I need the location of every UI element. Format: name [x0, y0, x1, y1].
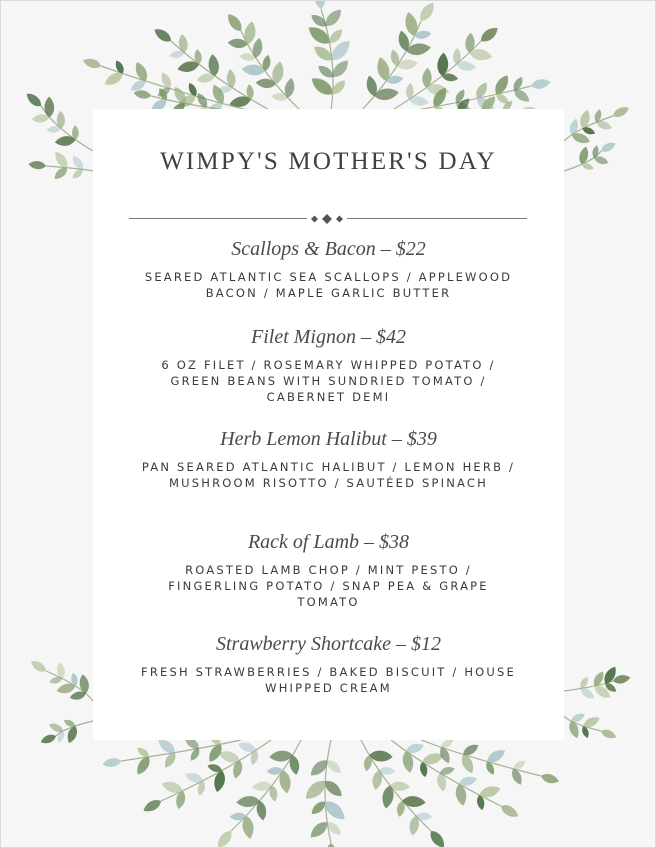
leaf-shape	[540, 772, 560, 786]
leaf-shape	[56, 730, 66, 744]
leaf-shape	[305, 23, 333, 48]
leaf-shape	[567, 720, 581, 740]
leaf-shape	[39, 732, 57, 745]
leaf-shape	[402, 795, 426, 808]
menu-item-name: Herb Lemon Halibut – $39	[220, 428, 437, 450]
leaf-shape	[478, 24, 501, 45]
leaf-shape	[578, 146, 590, 166]
leaf-shape	[436, 772, 448, 792]
leaf-shape	[207, 53, 220, 76]
item-name-text: Scallops & Bacon	[231, 238, 376, 260]
leaf-shape	[405, 42, 431, 57]
leaf-shape	[54, 135, 76, 147]
leaf-shape	[78, 674, 90, 695]
leaf-shape	[44, 96, 54, 117]
leaf-shape	[152, 26, 174, 45]
menu-item	[93, 325, 564, 405]
leaf-shape	[236, 795, 260, 808]
leaf-shape	[212, 769, 227, 793]
leaf-shape	[437, 52, 449, 76]
menu-item-name: Strawberry Shortcake – $12	[216, 633, 441, 655]
item-name-text: Herb Lemon Halibut	[220, 428, 387, 450]
leaf-shape	[417, 1, 438, 24]
leaf-shape	[530, 77, 551, 90]
menu-item-description: FRESH STRAWBERRIES / BAKED BISCUIT / HOUSE WHIPPED CREAM	[141, 665, 516, 695]
menu-item	[93, 632, 564, 696]
leaf-shape	[224, 11, 244, 34]
leaf-shape	[568, 118, 580, 136]
item-name-text: Rack of Lamb	[247, 531, 360, 553]
leaf-shape	[102, 757, 122, 769]
leaf-shape	[600, 727, 618, 740]
leaf-shape	[611, 104, 630, 119]
leaf-shape	[252, 781, 273, 792]
item-price: $22	[395, 238, 426, 260]
leaf-shape	[454, 783, 468, 807]
leaf-shape	[599, 140, 617, 154]
leaf-shape	[28, 160, 46, 170]
item-name-text: Strawberry Shortcake	[216, 633, 391, 655]
leaf-shape	[465, 32, 476, 53]
menu-item-description: SEARED ATLANTIC SEA SCALLOPS / APPLEWOOD BACON / MAPLE GARLIC BUTTER	[144, 270, 513, 300]
leaf-shape	[309, 12, 329, 30]
item-price: $12	[410, 633, 441, 655]
foliage-stem	[46, 166, 93, 171]
leaf-shape	[313, 1, 326, 10]
menu-item	[93, 530, 564, 610]
menu-item-name: Filet Mignon – $42	[251, 326, 406, 348]
item-name-text: Filet Mignon	[251, 326, 356, 348]
divider-diamonds-ornament	[307, 214, 347, 224]
item-price: $38	[379, 531, 410, 553]
left-foliage-cluster	[24, 90, 93, 181]
leaf-shape	[373, 87, 399, 102]
leaf-shape	[578, 108, 592, 129]
menu-item	[93, 427, 564, 491]
right-foliage-cluster	[564, 104, 631, 171]
menu-item-name: Scallops & Bacon – $22	[231, 238, 426, 260]
menu-card	[93, 109, 564, 740]
menu-item	[93, 237, 564, 301]
leaf-shape	[241, 64, 265, 77]
leaf-shape	[226, 69, 237, 89]
menu-title: WIMPY'S MOTHER'S DAY	[160, 148, 497, 175]
menu-item-description: 6 OZ FILET / ROSEMARY WHIPPED POTATO / GREEN BEANS WITH SUNDRIED TOMATO / CABERNET DEMI	[161, 358, 496, 404]
leaf-shape	[326, 843, 337, 847]
leaf-shape	[499, 802, 521, 820]
leaf-shape	[65, 725, 79, 745]
leaf-shape	[141, 797, 163, 815]
menu-item-name: Rack of Lamb – $38	[247, 531, 410, 553]
leaf-shape	[178, 34, 189, 54]
leaf-shape	[82, 56, 102, 70]
item-price: $42	[375, 326, 406, 348]
menu-item-description: PAN SEARED ATLANTIC HALIBUT / LEMON HERB / MUSHROOM RISOTTO / SAUTÉED SPINACH	[141, 460, 516, 490]
leaf-shape	[396, 58, 418, 71]
leaf-shape	[401, 750, 415, 774]
item-price: $39	[406, 428, 437, 450]
menu-item-description: ROASTED LAMB CHOP / MINT PESTO / FINGERLING POTATO / SNAP PEA & GRAPE TOMATO	[168, 563, 489, 609]
leaf-shape	[29, 658, 48, 674]
